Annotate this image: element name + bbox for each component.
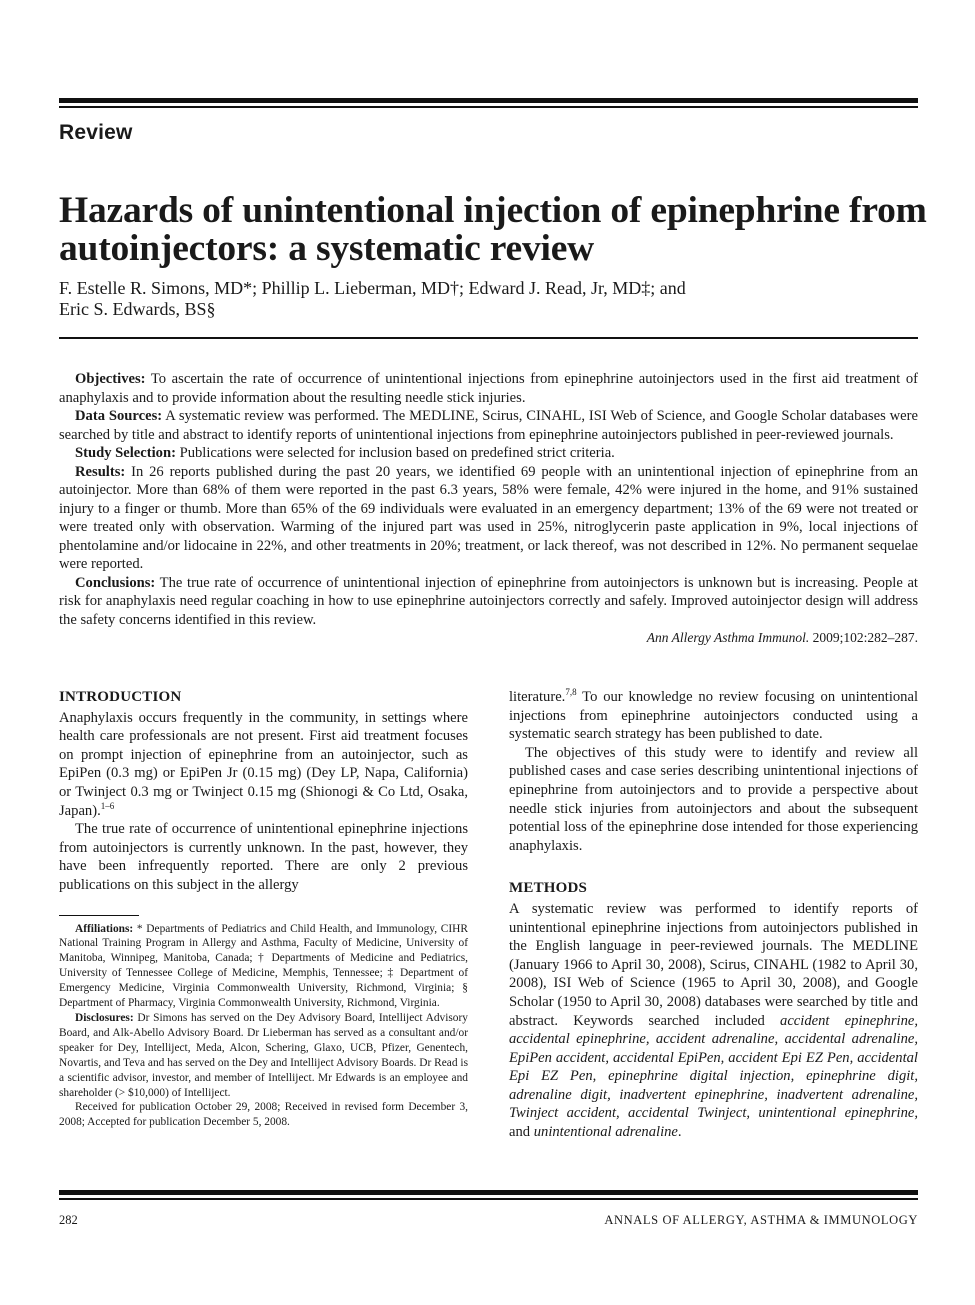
bottom-rule-thick <box>59 1190 918 1195</box>
top-rule-thin <box>59 106 918 108</box>
abstract-top-rule <box>59 337 918 339</box>
body-paragraph: Anaphylaxis occurs frequently in the community, in settings where health care professionals are not present. First aid treatment focuses on prompt injection of epinephrine from an autoinjector, such as EpiPen (0.3 mg) or EpiPen Jr (0.15 mg) (Dey LP, Napa, California) or Twinject 0.3 mg or Twinject 0.15 mg (Shionogi & Co Ltd, Osaka, Japan).$^{1-6}$ <box>59 709 468 819</box>
left-column <box>59 688 468 1130</box>
body-paragraph: literature.$^{7,8}$ To our knowledge no review focusing on unintentional injections from epinephrine autoinjectors conducted using a systematic search strategy has been published to date. <box>509 687 918 743</box>
journal-name: ANNALS OF ALLERGY, ASTHMA & IMMUNOLOGY <box>604 1213 918 1227</box>
received-footnote: Received for publication October 29, 2008; Received in revised form December 3, 2008; Accepted for publication December 5, 2008. <box>59 1101 468 1129</box>
article-title: Hazards of unintentional injection of epinephrine from autoinjectors: a systematic review <box>59 190 927 269</box>
abstract-objectives: Objectives: To ascertain the rate of occurrence of unintentional injections from epinephrine autoinjectors used in the first aid treatment of anaphylaxis and to provide information about the resulting needle stick injuries. <box>59 371 918 406</box>
abstract-label: Results: <box>75 463 126 480</box>
abstract <box>59 370 918 648</box>
abstract-label: Objectives: <box>75 371 146 387</box>
body-paragraph: The objectives of this study were to identify and review all published cases and case series describing unintentional injections of epinephrine from autoinjectors and to provide a perspective about needle stick injuries from autoinjectors and about the subsequent potential loss of the epinephrine dose intended for those experiencing anaphylaxis. <box>509 744 918 854</box>
abstract-label: Study Selection: <box>75 445 176 461</box>
introduction-heading: INTRODUCTION <box>59 689 182 705</box>
abstract-study-selection: Study Selection: Publications were selected for inclusion based on predefined strict criteria. <box>75 445 615 461</box>
reference-superscript: 7,8 <box>565 687 577 698</box>
author-line: Eric S. Edwards, BS§ <box>59 299 216 319</box>
abstract-label: Data Sources: <box>75 408 163 424</box>
footnote-rule <box>59 915 139 916</box>
author-list <box>59 278 919 320</box>
abstract-conclusions: Conclusions: The true rate of occurrence of unintentional injection of epinephrine from autoinjectors is unknown but is increasing. People at risk for anaphylaxis need regular coaching in how to use epinephrine autoinjectors correctly and safely. Improved autoinjector design will address the safety concerns identified in this review. <box>59 574 918 628</box>
right-column <box>509 688 918 1142</box>
abstract-results: Results: In 26 reports published during the past 20 years, we identified 69 people with an unintentional injection of epinephrine from an autoinjector. More than 68% of them were reported in the past 6.3 years, 58% were female, 42% were injured in the home, and 91% sustained injury to a finger or thumb. More than 65% of the 69 individuals were evaluated in an emergency department; 13% of the 69 were not treated or were treated only with observation. Warming of the injured part was used in 25%, nitroglycerin paste application in 9%, local injections of phentolamine and/or lidocaine in 22%, and other treatments in 20%; treatment, or lack thereof, was not described in 12%. No permanent sequelae were reported. <box>59 463 918 572</box>
section-label: Review <box>59 121 133 144</box>
abstract-data-sources: Data Sources: A systematic review was performed. The MEDLINE, Scirus, CINAHL, ISI Web of Science, and Google Scholar databases were searched by title and abstract to identify reports of unintentional injections from epinephrine autoinjectors published in peer-reviewed journals. <box>59 408 918 443</box>
citation: Ann Allergy Asthma Immunol. 2009;102:282–287. <box>646 630 918 645</box>
author-line: F. Estelle R. Simons, MD*; Phillip L. Lieberman, MD†; Edward J. Read, Jr, MD‡; and <box>59 278 686 298</box>
top-rule-thick <box>59 98 918 103</box>
page-number: 282 <box>59 1213 78 1227</box>
footnotes <box>59 922 468 1131</box>
body-paragraph: A systematic review was performed to identify reports of unintentional epinephrine injections from autoinjectors published in the English language in peer-reviewed journals. The MEDLINE (January 1966 to April 30, 2008), Scirus, CINAHL (1982 to April 30, 2008), ISI Web of Science (1965 to April 30, 2008), and Google Scholar (1950 to April 30, 2008) databases were searched by title and abstract. Keywords searched included accident epinephrine, accidental epinephrine, accident adrenaline, accidental adrenaline, EpiPen accident, accidental EpiPen, accident Epi EZ Pen, accidental Epi EZ Pen, epinephrine digital injection, epinephrine digit, adrenaline digit, inadvertent epinephrine, inadvertent adrenaline, Twinject accident, accidental Twinject, unintentional epinephrine, and unintentional adrenaline. <box>509 900 918 1141</box>
affiliations-footnote: Affiliations: * Departments of Pediatrics and Child Health, and Immunology, CIHR National Training Program in Allergy and Asthma, Faculty of Medicine, University of Manitoba, Winnipeg, Manitoba, Canada; † Departments of Medicine and Pediatrics, University of Tennessee College of Medicine, Memphis, Tennessee; ‡ Department of Emergency Medicine, Virginia Commonwealth University, Richmond, Virginia; § Department of Pharmacy, Virginia Commonwealth University, Richmond, Virginia. <box>59 922 468 1010</box>
keyword-list: accident epinephrine, accidental epinephrine, accident adrenaline, accidental adrenaline, EpiPen accident, accidental EpiPen, accident Epi EZ Pen, accidental Epi EZ Pen, epinephrine digital injection, epinephrine digit, adrenaline digit, inadvertent epinephrine, inadvertent adrenaline, Twinject accident, accidental Twinject, unintentional epinephrine, <box>509 1012 918 1122</box>
body-paragraph: The true rate of occurrence of unintentional epinephrine injections from autoinjectors is currently unknown. In the past, however, they have been infrequently reported. There are only 2 previous publications on this subject in the allergy <box>59 821 468 893</box>
bottom-rule-thin <box>59 1198 918 1200</box>
disclosures-footnote: Disclosures: Dr Simons has served on the Dey Advisory Board, Intelliject Advisory Board, and Alk-Abello Advisory Board. Dr Lieberman has served as a consultant and/or speaker for Dey, Intelliject, Meda, Alcon, Schering, Glaxo, UCB, Pfizer, Genentech, Novartis, and Teva and has served on the Dey and Intelliject Advisory Boards. Dr Read is a scientific advisor, investor, and member of Intelliject. Mr Edwards is an employee and shareholder (> $10,000) of Intelliject. <box>59 1011 468 1099</box>
methods-heading: METHODS <box>509 880 588 897</box>
abstract-label: Conclusions: <box>75 574 156 591</box>
reference-superscript: 1–6 <box>100 800 115 811</box>
